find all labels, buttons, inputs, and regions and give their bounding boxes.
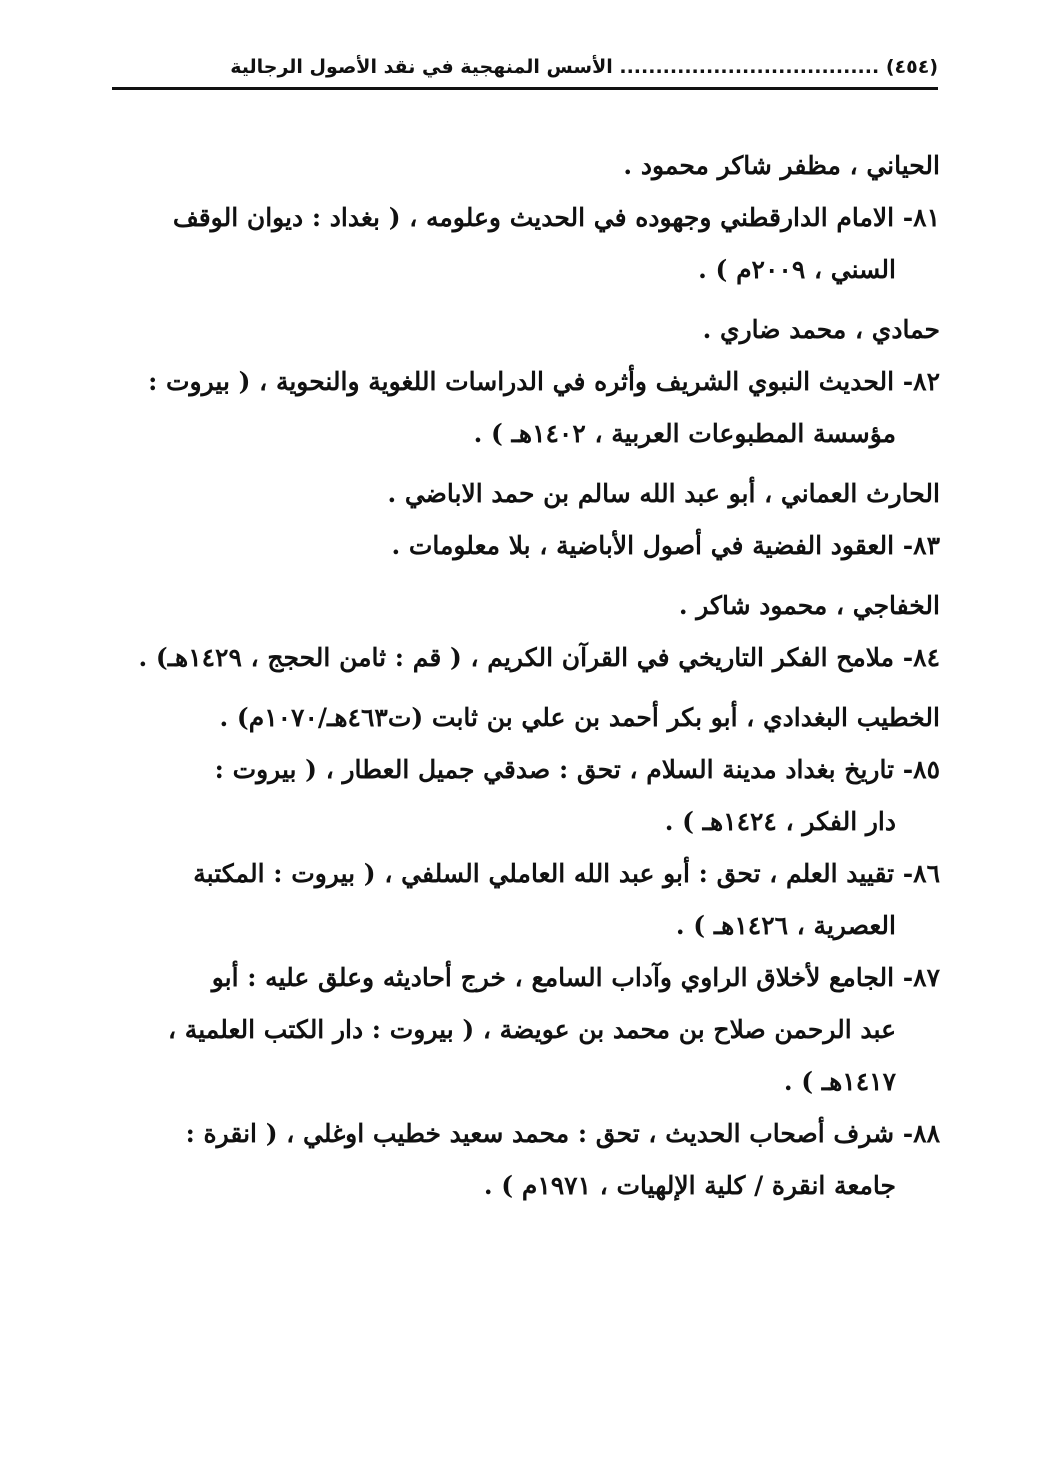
bibliography-entry (110, 632, 940, 684)
author-block (110, 692, 940, 1212)
author-name: الخطيب البغدادي ، أبو بكر أحمد بن علي بن ثابت (ت٤٦٣هـ/١٠٧٠م) . (219, 703, 940, 732)
author-name: الحياني ، مظفر شاكر محمود . (623, 151, 940, 180)
entry-continuation: العصرية ، ١٤٢٦هـ ) . (675, 911, 896, 940)
author-block (110, 580, 940, 684)
entry-text: ٨١- الامام الدارقطني وجهوده في الحديث وعلومه ، ( بغداد : ديوان الوقف (172, 203, 940, 232)
entry-continuation: عبد الرحمن صلاح بن محمد بن عويضة ، ( بيروت : دار الكتب العلمية ، (168, 1015, 896, 1044)
entry-text: ٨٨- شرف أصحاب الحديث ، تحق : محمد سعيد خطيب اوغلي ، ( انقرة : (185, 1119, 940, 1148)
author-name: الخفاجي ، محمود شاكر . (678, 591, 940, 620)
entry-text: ٨٣- العقود الفضية في أصول الأباضية ، بلا معلومات . (391, 531, 940, 560)
entry-text: ٨٧- الجامع لأخلاق الراوي وآداب السامع ، خرج أحاديثه وعلق عليه : أبو (211, 963, 940, 992)
entry-text: ٨٦- تقييد العلم ، تحق : أبو عبد الله العاملي السلفي ، ( بيروت : المكتبة (193, 859, 940, 888)
running-header (112, 50, 938, 84)
entry-continuation: مؤسسة المطبوعات العربية ، ١٤٠٢هـ ) . (473, 419, 896, 448)
bibliography-entry (110, 1108, 940, 1212)
author-block (110, 304, 940, 460)
page-number: (٤٥٤) (885, 56, 938, 78)
header-rule (112, 87, 938, 90)
author-block (110, 140, 940, 296)
bibliography-entry (110, 952, 940, 1108)
bibliography-entry (110, 520, 940, 572)
bibliography-entry (110, 192, 940, 296)
author-name: الحارث العماني ، أبو عبد الله سالم بن حمد الاباضي . (387, 479, 940, 508)
bibliography-entry (110, 848, 940, 952)
entry-text: ٨٤- ملامح الفكر التاريخي في القرآن الكريم ، ( قم : ثامن الحجج ، ١٤٢٩هـ) . (138, 643, 940, 672)
entry-text: ٨٥- تاريخ بغداد مدينة السلام ، تحق : صدقي جميل العطار ، ( بيروت : (214, 755, 940, 784)
bibliography-entry (110, 356, 940, 460)
author-name: حمادي ، محمد ضاري . (702, 315, 940, 344)
header-dots: .................................... (619, 56, 880, 78)
bibliography-list (110, 140, 940, 1220)
entry-text: ٨٢- الحديث النبوي الشريف وأثره في الدراسات اللغوية والنحوية ، ( بيروت : (148, 367, 940, 396)
entry-continuation: دار الفكر ، ١٤٢٤هـ ) . (664, 807, 896, 836)
author-block (110, 468, 940, 572)
bibliography-entry (110, 744, 940, 848)
entry-continuation: ١٤١٧هـ ) . (783, 1067, 896, 1096)
entry-continuation: السني ، ٢٠٠٩م ) . (698, 255, 896, 284)
entry-continuation: جامعة انقرة / كلية الإلهيات ، ١٩٧١م ) . (483, 1171, 896, 1200)
book-title: الأسس المنهجية في نقد الأصول الرجالية (230, 56, 613, 78)
